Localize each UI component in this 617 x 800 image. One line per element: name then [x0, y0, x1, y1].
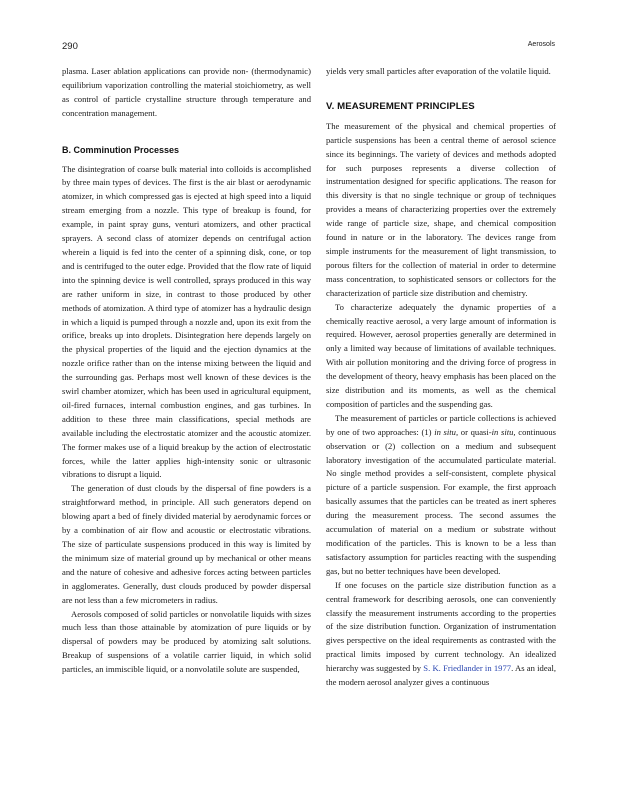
approaches-text-3: continuous observation or (2) collection on a medium and subsequent laboratory investigation of the accumulated particulate material. No single method provides a self-consistent, complete physical picture of a particle suspension. For example, the first approach basically assumes that the particles can be treated as inert spheres during the measurement process. The second assumes the accumulation of material on a medium or substrate without modification of the particles. This is known to be a less than satisfactory assumption for particles reacting with the suspending gas, but no better techniques have been developed.	[326, 426, 556, 576]
paragraph-approaches	[326, 412, 556, 579]
section-heading-measurement: V. MEASUREMENT PRINCIPLES	[326, 100, 475, 112]
approaches-text-2: or quasi-	[458, 426, 492, 437]
size-distribution-text-2: . As an ideal, the modern aerosol analyzer gives a continuous	[326, 663, 556, 688]
paragraph-size-distribution	[326, 579, 556, 690]
paragraph-dust-clouds: The generation of dust clouds by the dispersal of fine powders is a straightforward method, in principle. All such generators depend on blowing apart a bed of finely divided material by aerodynamic forces or by a combination of air flow and acoustic or electrostatic vibrations. The size of particulate suspensions produced in this way is limited by the minimum size of material ground up by mechanical or other means and the nature of cohesive and adhesive forces acting between particles in agglomerates. Generally, dust clouds produced by powder dispersal are not less than a few micrometers in radius.	[62, 483, 311, 605]
paragraph-salt-solutions: Aerosols composed of solid particles or nonvolatile liquids with sizes much less than those attainable by atomization of pure liquids or by dispersal of powders may be produced by atomizing salt solutions. Breakup of suspensions of a volatile carrier liquid, in which solid particles, an immiscible liquid, or a nonvolatile solute are suspended,	[62, 608, 311, 675]
citation-link-friedlander[interactable]: S. K. Friedlander in 1977	[423, 663, 512, 674]
paragraph-continuation: yields very small particles after evaporation of the volatile liquid.	[326, 66, 551, 76]
paragraph-measurement-intro: The measurement of the physical and chemical properties of particle suspensions has been a central theme of aerosol science since its beginnings. The variety of devices and methods adopted for such purposes represents a diverse collection of instrumentation designed for specific applications. The reason for this diversity is that no single technique or group of techniques provides a means of characterizing properties over the extremely wide range of particle size, shape, and chemical composition found in nature or in the laboratory. The devices range from simple instruments for the measurement of light transmission, to porous filters for the collection of material in order to determine mass concentration, to sophisticated sensors or collectors for the characterization of particle size distribution and chemistry.	[326, 120, 556, 298]
page-number: 290	[62, 41, 78, 52]
in-situ-term-1: in situ,	[434, 426, 459, 437]
approaches-text-1: The measurement of particles or particle collections is achieved by one of two approaches: (1)	[326, 412, 556, 437]
running-head	[62, 41, 555, 53]
section-heading-comminution: B. Comminution Processes	[62, 144, 180, 155]
in-situ-term-2: in situ,	[491, 426, 516, 437]
size-distribution-text-1: If one focuses on the particle size distribution function as a central framework for describing aerosols, one can conveniently classify the measurement instruments according to the properties of the size distribution function. Organization of instrumentation gives perspective on the ideal requirements as contrasted with the practical limits imposed by current technology. An idealized hierarchy was suggested by	[326, 579, 556, 674]
left-column	[62, 65, 311, 677]
paragraph-atomizers: The disintegration of coarse bulk material into colloids is accomplished by three main types of devices. The first is the air blast or aerodynamic atomizer, in which compressed gas is ejected at high speed into a liquid stream emerging from a nozzle. This type of breakup is found, for example, in paint spray guns, venturi atomizers, and other practical sprayers. A second class of atomizer depends on centrifugal action wherein a liquid is fed into the center of a spinning disk, cone, or top and is centrifuged to the outer edge. Provided that the flow rate of liquid into the spinning device is well controlled, sprays produced in this way are rather uniform in size, in contrast to those produced by other methods of atomization. A third type of atomizer has a hydraulic design in which a liquid is pumped through a nozzle and, upon its exit from the orifice, breaks up into droplets. Disintegration here depends largely on the physical properties of the liquid and the ejection dynamics at the nozzle orifice rather than on the intense mixing between the liquid and the surrounding gas. Perhaps most well known of these devices is the swirl chamber atomizer, which has been used in agricultural equipment, oil-fired furnaces, internal combustion engines, and gas turbines. In addition to these three main classifications, special methods are available including the electrostatic atomizer and the acoustic atomizer. The former makes use of a liquid breakup by the action of electrostatic forces, while the latter applies high-intensity sonic or ultrasonic vibrations to disrupt a liquid.	[62, 163, 311, 480]
paragraph-intro: plasma. Laser ablation applications can provide non- (thermodynamic) equilibrium vaporization controlling the material stoichiometry, as well as control of particle crystalline structure through temperature and concentration management.	[62, 66, 311, 118]
paragraph-characterize: To characterize adequately the dynamic properties of a chemically reactive aerosol, a very large amount of information is required. However, aerosol properties generally are determined in only a limited way because of limitations of available techniques. With air pollution monitoring and the driving force of progress in the development of theory, heavy emphasis has been placed on the size distribution and its moments, as well as the chemical composition of particles and the suspending gas.	[326, 301, 556, 409]
right-column	[326, 65, 556, 690]
running-title: Aerosols	[527, 41, 555, 48]
